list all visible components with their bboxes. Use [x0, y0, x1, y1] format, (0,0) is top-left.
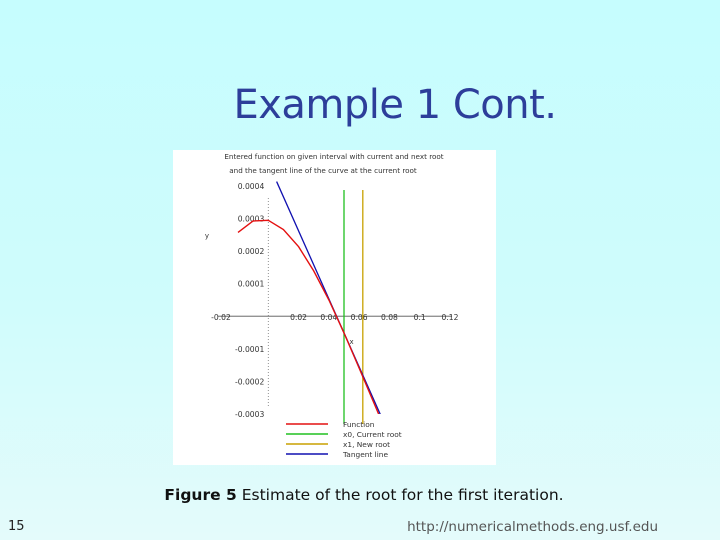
- caption-label: Figure 5: [164, 486, 237, 504]
- x-tick-label: 0.06: [350, 313, 368, 323]
- x-tick-label: 0.08: [380, 313, 398, 323]
- slide-title: Example 1 Cont.: [233, 82, 557, 128]
- legend-new-root-label: x1, New root: [343, 440, 391, 449]
- legend-function-label: Function: [343, 420, 375, 429]
- caption-text: Estimate of the root for the first iteration.: [236, 486, 564, 504]
- plot-area: [173, 150, 496, 465]
- slide-number: 15: [8, 519, 25, 534]
- x-tick-label: 0.04: [320, 313, 338, 323]
- plot-svg: [173, 150, 496, 465]
- y-tick-label: 0.0003: [237, 214, 265, 224]
- figure-caption: [0, 486, 720, 504]
- y-axis-label: y: [204, 231, 210, 240]
- chart-title-line1: Entered function on given interval with current and next root: [224, 152, 444, 161]
- footer-url[interactable]: http://numericalmethods.eng.usf.edu: [407, 519, 658, 535]
- y-tick-label: 0.0002: [237, 246, 265, 256]
- x-tick-label: 0.12: [441, 313, 459, 323]
- y-tick-label: -0.0001: [234, 344, 265, 354]
- chart-title-line2: and the tangent line of the curve at the current root: [229, 166, 417, 175]
- x-tick-label: 0.1: [413, 313, 426, 323]
- y-tick-label: 0.0004: [237, 181, 265, 191]
- legend-current-root-label: x0, Current root: [343, 430, 402, 439]
- x-axis-label: x: [349, 338, 354, 347]
- legend-tangent-label: Tangent line: [343, 450, 389, 459]
- y-tick-label: -0.0003: [234, 410, 265, 419]
- x-tick-label: 0.02: [290, 313, 308, 323]
- y-tick-label: -0.0002: [234, 377, 265, 387]
- y-tick-label: 0.0001: [237, 279, 265, 289]
- x-tick-label: -0.02: [211, 313, 231, 323]
